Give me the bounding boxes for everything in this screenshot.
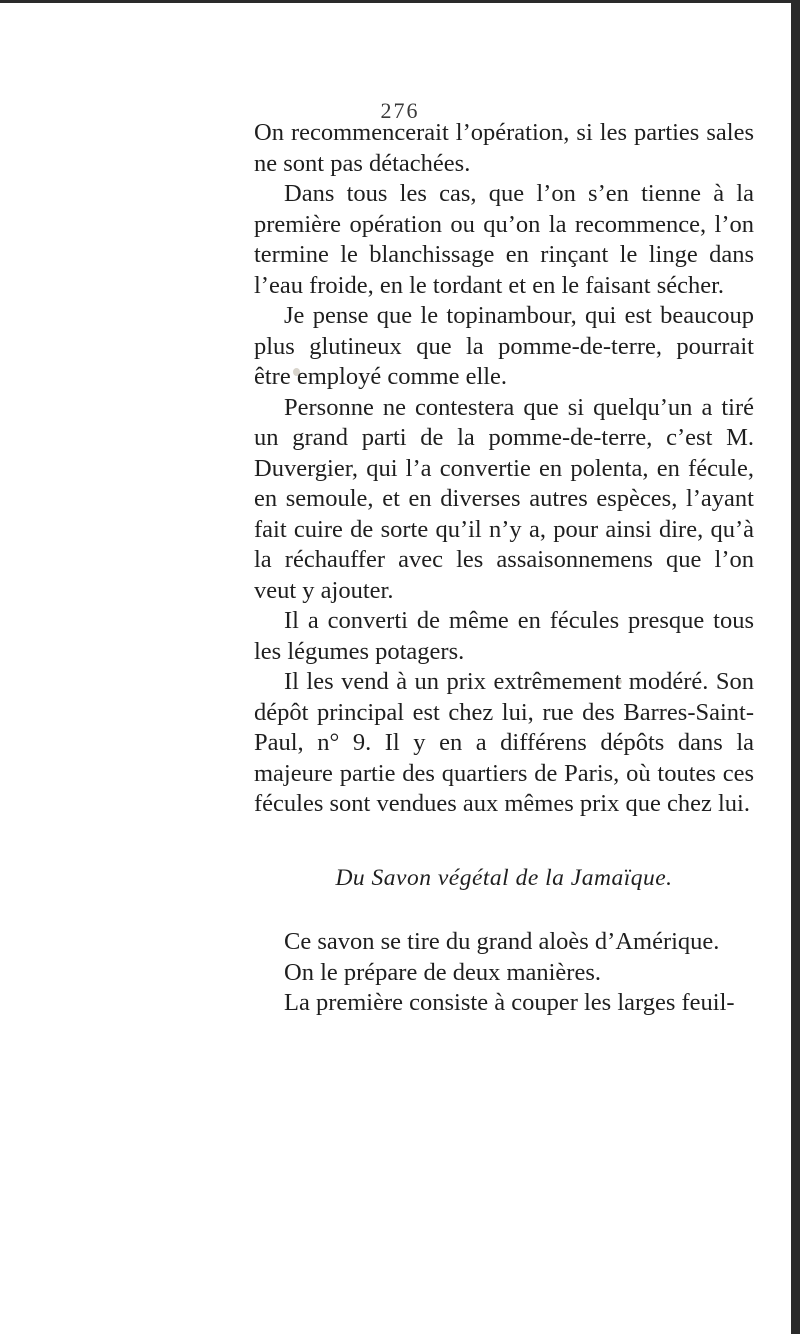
paragraph: Je pense que le topinambour, qui est beaucoup plus glutineux que la pomme-de-terre, pourrait être employé comme elle. xyxy=(254,302,754,390)
paragraph: Ce savon se tire du grand aloès d’Amérique. xyxy=(284,928,720,955)
page-edge-right xyxy=(791,0,800,1334)
paragraph: Personne ne contestera que si quelqu’un a tiré un grand parti de la pomme-de-terre, c’est M. Duvergier, qui l’a convertie en polenta, en fécule, en semoule, et en diverses autres espèces, l’ayant fait cuire de sorte qu’il n’y a, pour ainsi dire, qu’à la réchauffer avec les assaisonnemens que l’on veut y ajouter. xyxy=(254,393,754,604)
paragraph: La première consiste à couper les larges feuil- xyxy=(284,989,735,1016)
body-text xyxy=(254,118,754,1019)
paragraph: Il a converti de même en fécules presque tous les légumes potagers. xyxy=(254,607,754,665)
page-number: 276 xyxy=(380,98,420,123)
paragraph: On le prépare de deux manières. xyxy=(284,958,601,986)
page-edge-top xyxy=(0,0,800,3)
paragraph: Dans tous les cas, que l’on s’en tienne à la première opération ou qu’on la recommence, l’on termine le blanchissage en rinçant le linge dans l’eau froide, en le tordant et en le faisant sécher. xyxy=(254,180,754,299)
section-heading: Du Savon végétal de la Jamaïque. xyxy=(335,864,673,891)
paragraph: On recommencerait l’opération, si les parties sales ne sont pas détachées. xyxy=(254,119,754,177)
paragraph: Il les vend à un prix extrêmement modéré. Son dépôt principal est chez lui, rue des Barres-Saint-Paul, n° 9. Il y en a différens dépôts dans la majeure partie des quartiers de Paris, où toutes ces fécules sont vendues aux mêmes prix que chez lui. xyxy=(254,668,754,817)
